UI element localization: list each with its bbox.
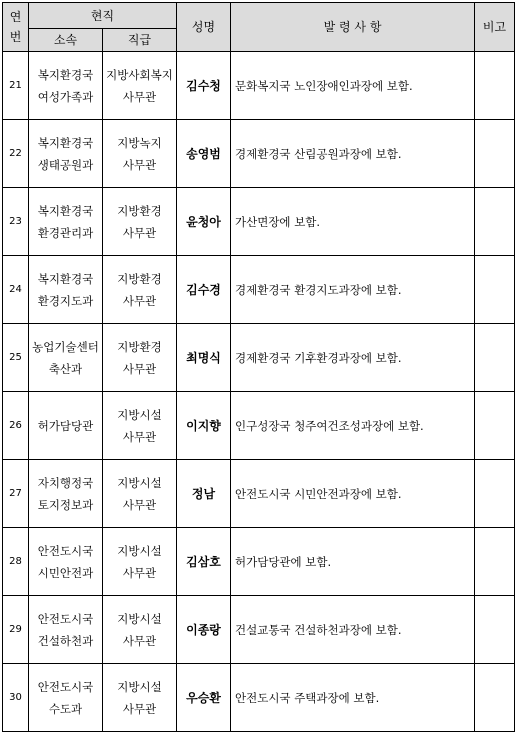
row-name: 김수청 [177, 52, 231, 120]
table-row [3, 596, 515, 664]
row-grade: 지방환경 사무관 [103, 188, 177, 256]
table-row [3, 52, 515, 120]
row-number: 23 [3, 188, 29, 256]
row-order: 문화복지국 노인장애인과장에 보함. [231, 52, 475, 120]
row-number: 27 [3, 460, 29, 528]
header-name: 성명 [177, 3, 231, 52]
row-affiliation: 복지환경국 생태공원과 [29, 120, 103, 188]
row-affiliation: 복지환경국 여성가족과 [29, 52, 103, 120]
row-grade: 지방시설 사무관 [103, 596, 177, 664]
row-name: 정남 [177, 460, 231, 528]
row-order: 경제환경국 환경지도과장에 보함. [231, 256, 475, 324]
row-remarks [475, 52, 515, 120]
personnel-order-sheet [2, 2, 515, 732]
row-affiliation: 복지환경국 환경관리과 [29, 188, 103, 256]
row-order: 가산면장에 보함. [231, 188, 475, 256]
row-number: 30 [3, 664, 29, 732]
header-no: 연 번 [3, 3, 29, 52]
row-grade: 지방사회복지 사무관 [103, 52, 177, 120]
table-body [3, 52, 515, 732]
row-grade: 지방환경 사무관 [103, 256, 177, 324]
header-row-1 [3, 3, 515, 29]
header-remarks: 비고 [475, 3, 515, 52]
row-affiliation: 안전도시국 수도과 [29, 664, 103, 732]
row-name: 이종랑 [177, 596, 231, 664]
row-remarks [475, 188, 515, 256]
row-order: 경제환경국 산림공원과장에 보함. [231, 120, 475, 188]
row-affiliation: 자치행정국 토지정보과 [29, 460, 103, 528]
row-remarks [475, 460, 515, 528]
row-grade: 지방시설 사무관 [103, 392, 177, 460]
table-row [3, 460, 515, 528]
row-affiliation: 안전도시국 건설하천과 [29, 596, 103, 664]
row-name: 최명식 [177, 324, 231, 392]
row-grade: 지방환경 사무관 [103, 324, 177, 392]
table-row [3, 120, 515, 188]
row-name: 이지향 [177, 392, 231, 460]
table-row [3, 324, 515, 392]
row-affiliation: 허가담당관 [29, 392, 103, 460]
table-row [3, 528, 515, 596]
header-current-position: 현직 [29, 3, 177, 29]
row-order: 안전도시국 주택과장에 보함. [231, 664, 475, 732]
row-affiliation: 농업기술센터 축산과 [29, 324, 103, 392]
table-row [3, 256, 515, 324]
table-row [3, 392, 515, 460]
row-grade: 지방시설 사무관 [103, 460, 177, 528]
table-row [3, 664, 515, 732]
row-number: 26 [3, 392, 29, 460]
header-affiliation: 소속 [29, 29, 103, 52]
row-name: 김수경 [177, 256, 231, 324]
header-order: 발 령 사 항 [231, 3, 475, 52]
row-order: 인구성장국 청주여건조성과장에 보함. [231, 392, 475, 460]
row-order: 건설교통국 건설하천과장에 보함. [231, 596, 475, 664]
row-grade: 지방시설 사무관 [103, 664, 177, 732]
row-name: 송영범 [177, 120, 231, 188]
row-order: 안전도시국 시민안전과장에 보함. [231, 460, 475, 528]
row-grade: 지방녹지 사무관 [103, 120, 177, 188]
row-remarks [475, 528, 515, 596]
row-number: 28 [3, 528, 29, 596]
row-grade: 지방시설 사무관 [103, 528, 177, 596]
row-order: 허가담당관에 보함. [231, 528, 475, 596]
row-remarks [475, 392, 515, 460]
row-number: 22 [3, 120, 29, 188]
table-row [3, 188, 515, 256]
row-affiliation: 안전도시국 시민안전과 [29, 528, 103, 596]
row-remarks [475, 256, 515, 324]
row-order: 경제환경국 기후환경과장에 보함. [231, 324, 475, 392]
row-name: 김삼호 [177, 528, 231, 596]
header-grade: 직급 [103, 29, 177, 52]
row-number: 29 [3, 596, 29, 664]
row-remarks [475, 324, 515, 392]
row-name: 윤청아 [177, 188, 231, 256]
row-name: 우승환 [177, 664, 231, 732]
row-remarks [475, 664, 515, 732]
row-remarks [475, 120, 515, 188]
row-number: 25 [3, 324, 29, 392]
row-affiliation: 복지환경국 환경지도과 [29, 256, 103, 324]
personnel-order-table [2, 2, 515, 732]
row-number: 24 [3, 256, 29, 324]
row-number: 21 [3, 52, 29, 120]
row-remarks [475, 596, 515, 664]
